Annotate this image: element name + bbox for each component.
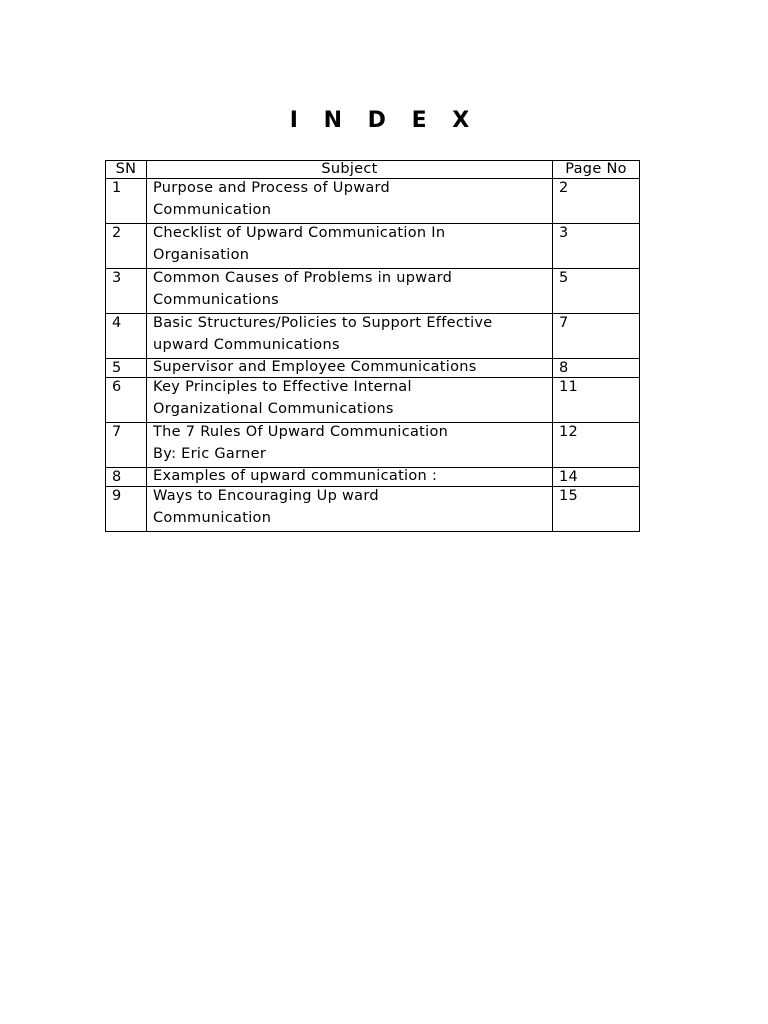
subject-line-2: upward Communications (153, 337, 340, 353)
row-subject (147, 179, 553, 224)
column-header-sn: SN (106, 161, 147, 179)
row-sn: 9 (106, 487, 147, 532)
row-page-no: 8 (553, 359, 640, 378)
table-row (106, 423, 640, 468)
row-page-no: 12 (553, 423, 640, 468)
column-header-page-no: Page No (553, 161, 640, 179)
table-row (106, 269, 640, 314)
table-row (106, 468, 640, 487)
subject-line-2: Organisation (153, 247, 250, 263)
row-subject (147, 269, 553, 314)
row-page-no: 3 (553, 224, 640, 269)
row-subject (147, 487, 553, 532)
subject-line-2: Organizational Communications (153, 401, 394, 417)
subject-line-1: Common Causes of Problems in upward (153, 270, 453, 286)
table-header-row (106, 161, 640, 179)
subject-line-1: Ways to Encouraging Up ward (153, 488, 379, 504)
subject-line-1: Supervisor and Employee Communications (153, 359, 477, 375)
index-table (105, 160, 640, 532)
subject-line-1: The 7 Rules Of Upward Communication (153, 424, 449, 440)
subject-line-1: Checklist of Upward Communication In (153, 225, 446, 241)
row-page-no: 2 (553, 179, 640, 224)
row-page-no: 14 (553, 468, 640, 487)
row-subject (147, 378, 553, 423)
column-header-subject: Subject (147, 161, 553, 179)
table-row (106, 487, 640, 532)
row-page-no: 5 (553, 269, 640, 314)
row-sn: 1 (106, 179, 147, 224)
page-title: I N D E X (289, 108, 479, 133)
row-sn: 7 (106, 423, 147, 468)
row-page-no: 11 (553, 378, 640, 423)
row-sn: 3 (106, 269, 147, 314)
subject-line-2: Communication (153, 510, 272, 526)
table-row (106, 359, 640, 378)
row-sn: 5 (106, 359, 147, 378)
row-page-no: 15 (553, 487, 640, 532)
row-subject (147, 468, 553, 487)
table-row (106, 179, 640, 224)
row-subject (147, 423, 553, 468)
subject-line-1: Purpose and Process of Upward (153, 180, 391, 196)
subject-line-1: Basic Structures/Policies to Support Effective (153, 315, 493, 331)
row-subject (147, 314, 553, 359)
row-subject (147, 224, 553, 269)
row-page-no: 7 (553, 314, 640, 359)
row-sn: 4 (106, 314, 147, 359)
subject-line-1: Examples of upward communication : (153, 468, 438, 484)
table-row (106, 378, 640, 423)
subject-line-2: By: Eric Garner (153, 446, 267, 462)
subject-line-2: Communications (153, 292, 280, 308)
table-row (106, 314, 640, 359)
row-sn: 2 (106, 224, 147, 269)
row-sn: 6 (106, 378, 147, 423)
subject-line-2: Communication (153, 202, 272, 218)
row-subject (147, 359, 553, 378)
subject-line-1: Key Principles to Effective Internal (153, 379, 412, 395)
table-row (106, 224, 640, 269)
row-sn: 8 (106, 468, 147, 487)
